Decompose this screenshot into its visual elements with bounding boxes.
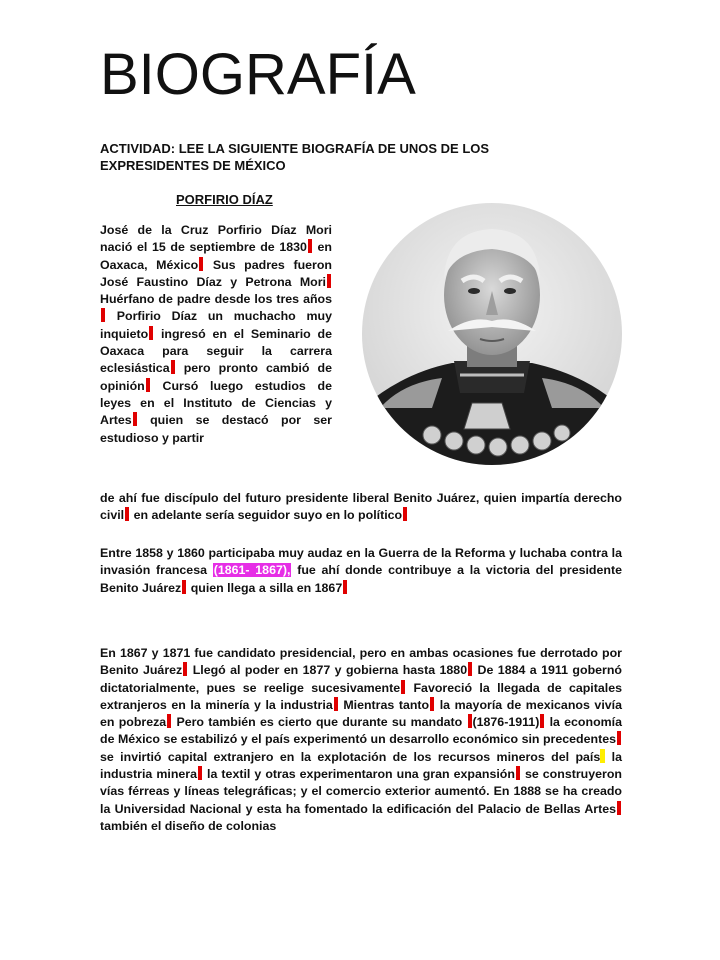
paragraph-presidency (100, 645, 622, 835)
subject-heading: PORFIRIO DÍAZ (176, 192, 273, 207)
red-marker (101, 308, 105, 322)
text-segment: Entre 1858 y 1860 participaba muy audaz en la Guerra de la Reforma y luchaba contra la invasión francesa (100, 546, 622, 578)
text-segment: de ahí fue discípulo del futuro presidente liberal Benito Juárez, quien impartía derecho civil (100, 491, 622, 523)
red-marker (125, 507, 129, 521)
red-marker (403, 507, 407, 521)
text-segment: Huérfano de padre desde los tres años (100, 292, 332, 307)
red-marker (468, 714, 472, 728)
text-segment: pero pronto cambió de opinión (100, 361, 332, 393)
red-marker (308, 239, 312, 253)
portrait-illustration (362, 203, 622, 465)
text-segment: también el diseño de colonias (100, 818, 277, 833)
text-segment: En 1867 y 1871 fue candidato presidencial, pero en ambas ocasiones fue derrotado por Benito Juárez (100, 646, 622, 678)
text-segment: quien se destacó por ser estudioso y partir (100, 413, 332, 445)
text-segment: la textil y otras experimentaron una gran expansión (207, 767, 515, 782)
red-marker (146, 378, 150, 392)
red-marker (540, 714, 544, 728)
text-segment: Porfirio Díaz un muchacho muy inquieto (100, 309, 332, 341)
page-title: BIOGRAFÍA (100, 42, 416, 107)
red-marker (149, 326, 153, 340)
red-marker (617, 801, 621, 815)
red-marker (516, 766, 520, 780)
text-segment: De 1884 a 1911 gobernó dictatorialmente, pues se reelige sucesivamente (100, 663, 622, 695)
red-marker (182, 580, 186, 594)
red-marker (198, 766, 202, 780)
text-segment: José de la Cruz Porfirio Díaz Mori nació el 15 de septiembre de 1830 (100, 223, 332, 255)
text-segment: en Oaxaca, México (100, 240, 332, 272)
text-segment: la industria minera (100, 749, 622, 782)
red-marker (401, 680, 405, 694)
text-segment: Cursó luego estudios de leyes en el Instituto de Ciencias y Artes (100, 378, 332, 428)
text-segment: Mientras tanto (343, 697, 430, 712)
text-segment: Sus padres fueron José Faustino Díaz y Petrona Mori (100, 257, 332, 289)
highlighted-dates: (1861- 1867), (213, 563, 291, 578)
paragraph-reform-war (100, 545, 622, 597)
text-segment: Favoreció la llegada de capitales extranjeros en la minería y la industria (100, 680, 622, 712)
red-marker (167, 714, 171, 728)
red-marker (334, 697, 338, 711)
red-marker (133, 412, 137, 426)
yellow-marker (600, 749, 605, 763)
red-marker (183, 662, 187, 676)
red-marker (468, 662, 472, 676)
red-marker (430, 697, 434, 711)
text-segment: se construyeron vías férreas y líneas telegráficas; y el comercio exterior aumentó. En 1888 se ha creado la Universidad Nacional y esta ha fomentado la edificación del Palacio de Bellas Artes (100, 767, 622, 816)
text-segment: se invirtió capital extranjero en la explotación de los recursos mineros del país (100, 749, 601, 764)
text-segment: quien llega a silla en 1867 (190, 580, 343, 595)
paragraph-early-life (100, 222, 332, 447)
text-segment: fue ahí donde contribuye a la victoria del presidente Benito Juárez (100, 563, 622, 595)
text-segment: (1876-1911) (472, 715, 540, 730)
text-segment: Pero también es cierto que durante su mandato (176, 715, 463, 730)
paragraph-juarez (100, 490, 622, 525)
text-segment: en adelante sería seguidor suyo en lo político (133, 508, 403, 523)
text-segment: ingresó en el Seminario de Oaxaca para seguir la carrera eclesiástica (100, 326, 332, 376)
red-marker (327, 274, 331, 288)
red-marker (343, 580, 347, 594)
red-marker (199, 257, 203, 271)
red-marker (171, 360, 175, 374)
text-segment: la mayoría de mexicanos vivía en pobreza (100, 697, 622, 730)
activity-instruction: ACTIVIDAD: LEE LA SIGUIENTE BIOGRAFÍA DE UNOS DE LOS EXPRESIDENTES DE MÉXICO (100, 141, 490, 173)
text-segment: la economía de México se estabilizó y el país experimentó un desarrollo económico sin precedentes (100, 715, 622, 747)
portrait-photo (362, 203, 622, 465)
text-segment: Llegó al poder en 1877 y gobierna hasta 1880 (192, 663, 468, 678)
red-marker (617, 731, 621, 745)
